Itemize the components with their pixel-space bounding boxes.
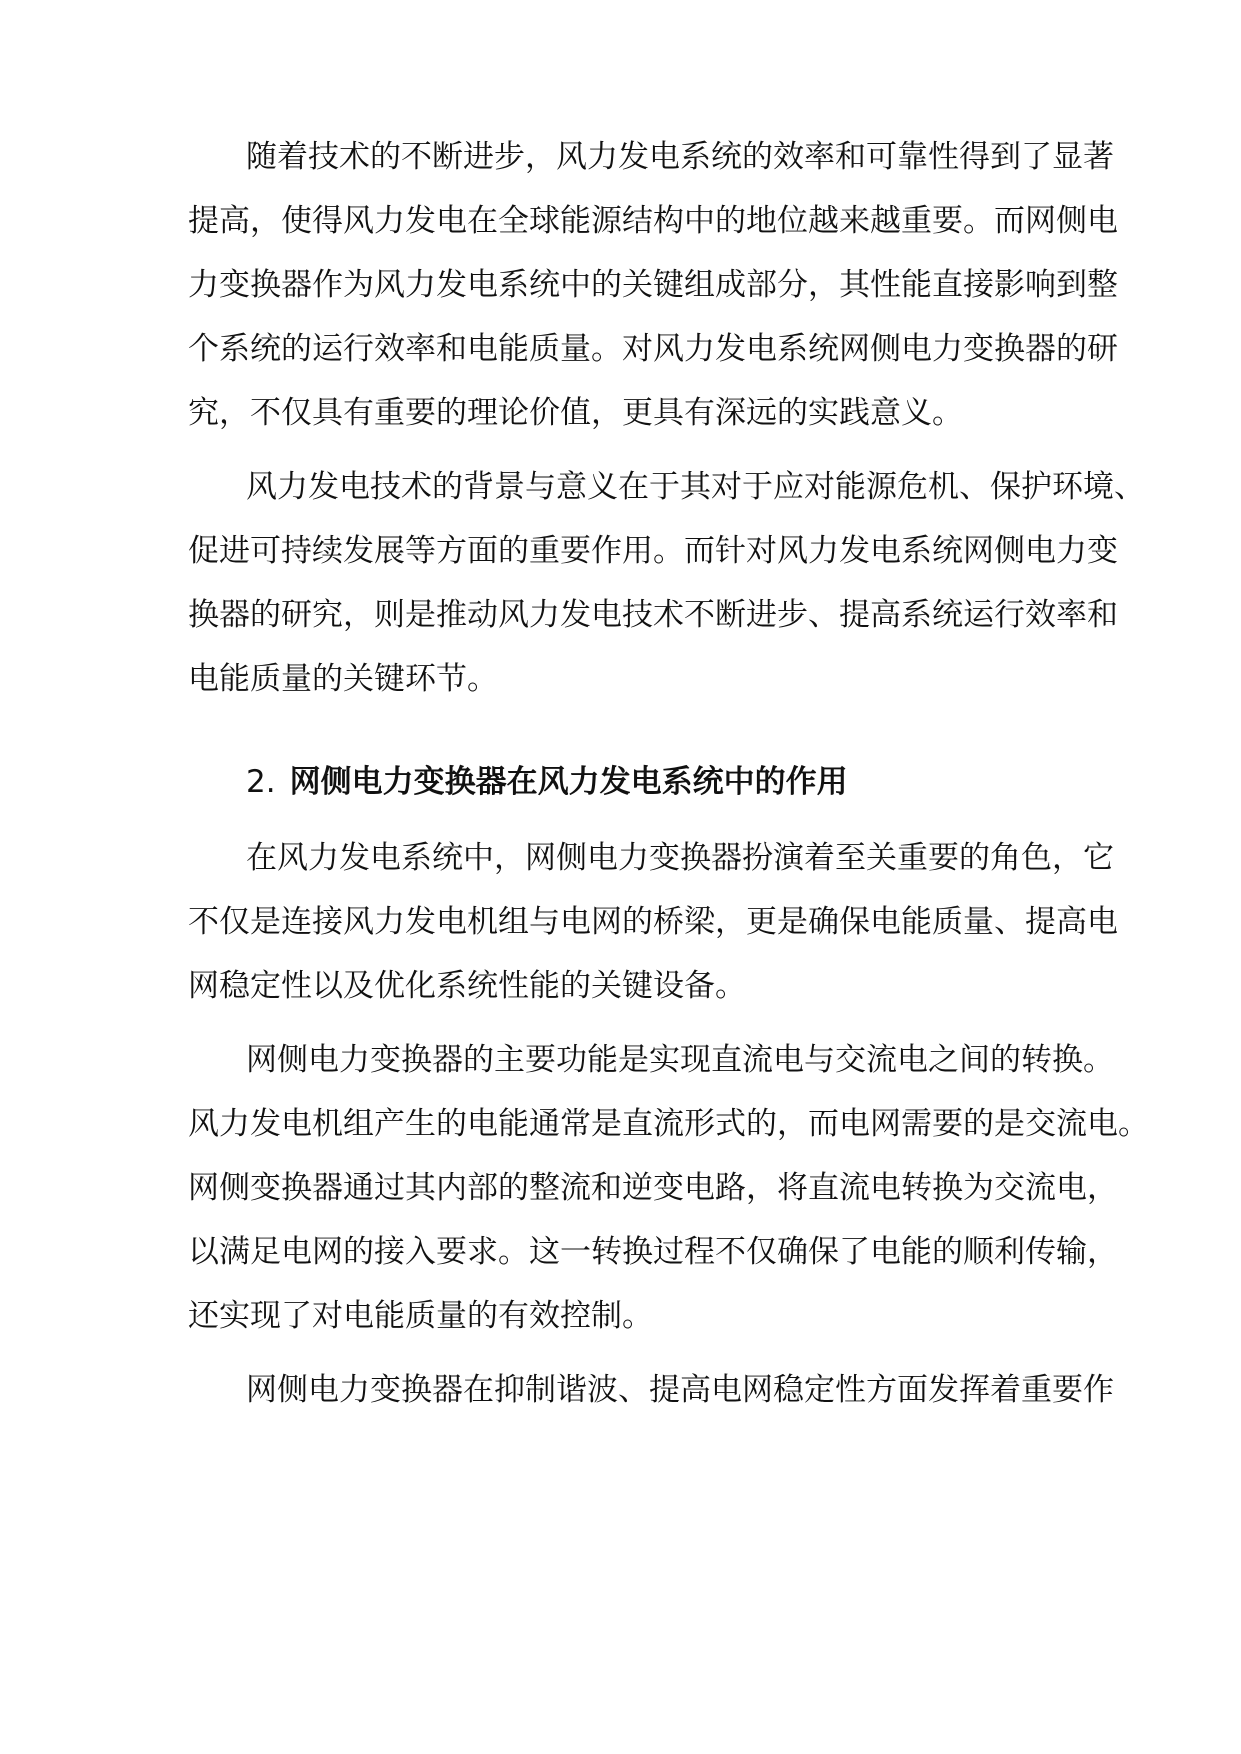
paragraph-1-line-5: 究，不仅具有重要的理论价值，更具有深远的实践意义。 [188,395,963,431]
paragraph-1-line-2: 提高，使得风力发电在全球能源结构中的地位越来越重要。而网侧电 [188,203,1118,239]
paragraph-1-line-1: 随着技术的不断进步，风力发电系统的效率和可靠性得到了显著 [246,139,1114,175]
section-heading [246,762,848,802]
paragraph-2-line-4: 电能质量的关键环节。 [188,661,498,697]
section-number: 2. [246,764,276,800]
section-paragraph-2-line-4: 以满足电网的接入要求。这一转换过程不仅确保了电能的顺利传输， [188,1234,1118,1270]
section-paragraph-2-line-5: 还实现了对电能质量的有效控制。 [188,1298,653,1334]
section-paragraph-2-line-2: 风力发电机组产生的电能通常是直流形式的，而电网需要的是交流电。 [188,1106,1149,1142]
section-title: 网侧电力变换器在风力发电系统中的作用 [289,764,848,800]
section-paragraph-2-line-1: 网侧电力变换器的主要功能是实现直流电与交流电之间的转换。 [246,1042,1114,1078]
paragraph-1-line-4: 个系统的运行效率和电能质量。对风力发电系统网侧电力变换器的研 [188,331,1118,367]
paragraph-2-line-1: 风力发电技术的背景与意义在于其对于应对能源危机、保护环境、 [246,469,1145,505]
paragraph-2-line-3: 换器的研究，则是推动风力发电技术不断进步、提高系统运行效率和 [188,597,1118,633]
section-paragraph-1-line-1: 在风力发电系统中，网侧电力变换器扮演着至关重要的角色，它 [246,840,1114,876]
paragraph-2-line-2: 促进可持续发展等方面的重要作用。而针对风力发电系统网侧电力变 [188,533,1118,569]
section-paragraph-2-line-3: 网侧变换器通过其内部的整流和逆变电路，将直流电转换为交流电， [188,1170,1118,1206]
section-paragraph-1-line-3: 网稳定性以及优化系统性能的关键设备。 [188,968,746,1004]
paragraph-1-line-3: 力变换器作为风力发电系统中的关键组成部分，其性能直接影响到整 [188,267,1118,303]
section-paragraph-3-line-1: 网侧电力变换器在抑制谐波、提高电网稳定性方面发挥着重要作 [246,1372,1114,1408]
section-paragraph-1-line-2: 不仅是连接风力发电机组与电网的桥梁，更是确保电能质量、提高电 [188,904,1118,940]
